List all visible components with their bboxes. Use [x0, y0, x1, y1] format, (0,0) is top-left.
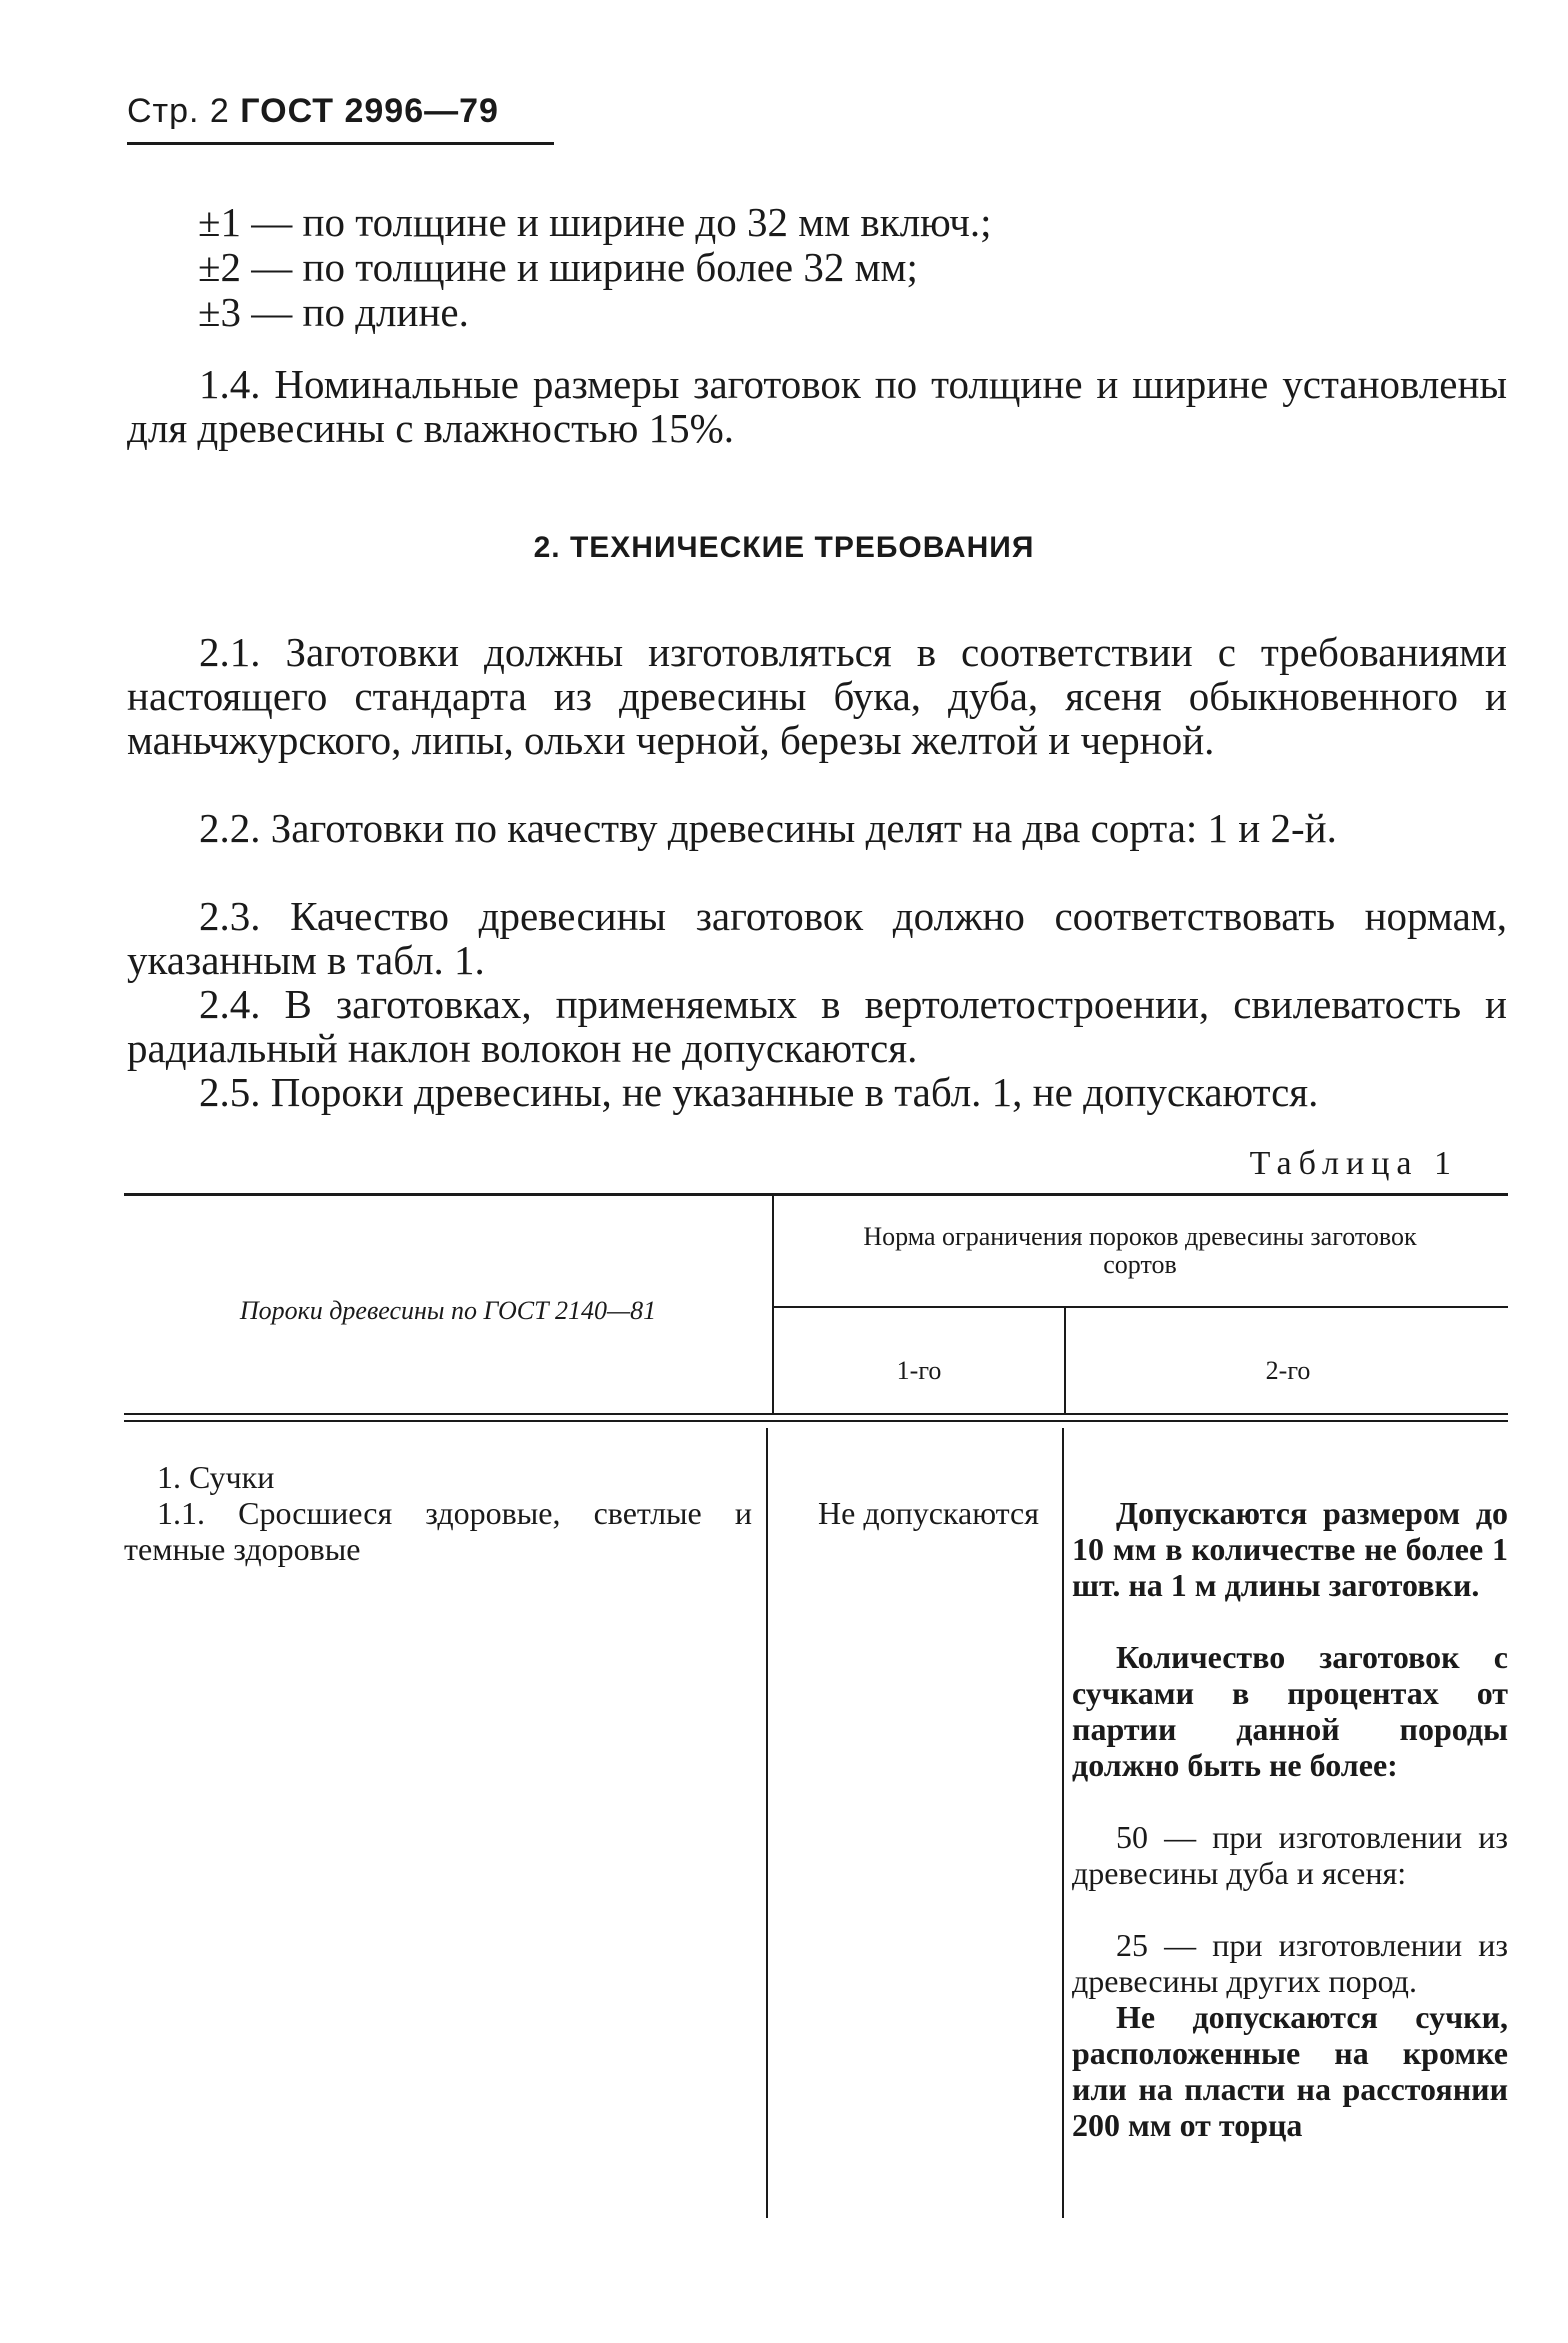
col-header-defects: Пороки древесины по ГОСТ 2140—81 [239, 1296, 657, 1325]
page-label: Стр. 2 [127, 92, 230, 130]
table-divider [1064, 1308, 1066, 1413]
grade2-text: 50 — при изготовлении из древесины дуба и ясеня: [1072, 1819, 1508, 1891]
paragraph-2-4: 2.4. В заготовках, применяемых в вертолетостроении, свилеватость и радиальный наклон волокон не допускаются. [127, 981, 1507, 1071]
table-divider [1062, 1428, 1064, 2218]
section-title: 2. ТЕХНИЧЕСКИЕ ТРЕБОВАНИЯ [533, 531, 1035, 564]
grade2-text: 25 — при изготовлении из древесины других пород. [1072, 1927, 1508, 1999]
table-divider [766, 1428, 768, 2218]
paragraph-2-3: 2.3. Качество древесины заготовок должно соответствовать нормам, указанным в табл. 1. [127, 893, 1507, 983]
paragraph-1-4: 1.4. Номинальные размеры заготовок по толщине и ширине установлены для древесины с влажностью 15%. [127, 361, 1507, 451]
paragraph-2-5: 2.5. Пороки древесины, не указанные в табл. 1, не допускаются. [199, 1069, 1319, 1115]
table-header-rule [124, 1420, 1508, 1422]
row-1-1-grade1: Не допускаются [818, 1495, 1039, 1531]
grade2-text: Допускаются размером до 10 мм в количестве не более 1 шт. на 1 м длины заготовки. [1072, 1495, 1508, 1603]
row-1-1-defect: 1.1. Сросшиеся здоровые, светлые и темные здоровые [124, 1495, 752, 1567]
header-rule [127, 142, 554, 145]
standard-number: ГОСТ 2996—79 [240, 92, 499, 130]
paragraph-2-1: 2.1. Заготовки должны изготовляться в соответствии с требованиями настоящего стандарта из древесины бука, дуба, ясеня обыкновенного и маньчжурского, липы, ольхи черной, березы желтой и черной. [127, 629, 1507, 763]
tolerance-line: ±3 — по длине. [198, 289, 469, 335]
col-header-group: Норма ограничения пороков древесины заготовок сортов [863, 1222, 1417, 1279]
page-header [127, 92, 499, 131]
tolerance-line: ±2 — по толщине и ширине более 32 мм; [198, 244, 918, 290]
table-top-rule [124, 1193, 1508, 1196]
grade2-text: Количество заготовок с сучками в процентах от партии данной породы должно быть не более: [1072, 1639, 1508, 1783]
table-header-rule [124, 1413, 1508, 1415]
col-header-grade2: 2-го [1265, 1356, 1311, 1385]
tolerance-line: ±1 — по толщине и ширине до 32 мм включ.; [198, 199, 992, 245]
col-header-grade1: 1-го [896, 1356, 942, 1385]
table-caption: Таблица 1 [1249, 1145, 1458, 1182]
row-heading: 1. Сучки [157, 1459, 275, 1495]
paragraph-2-2: 2.2. Заготовки по качеству древесины делят на два сорта: 1 и 2-й. [199, 805, 1337, 851]
table-group-rule [774, 1306, 1508, 1308]
table-divider [772, 1195, 774, 1413]
grade2-text: Не допускаются сучки, расположенные на кромке или на пласти на расстоянии 200 мм от торца [1072, 1999, 1508, 2143]
